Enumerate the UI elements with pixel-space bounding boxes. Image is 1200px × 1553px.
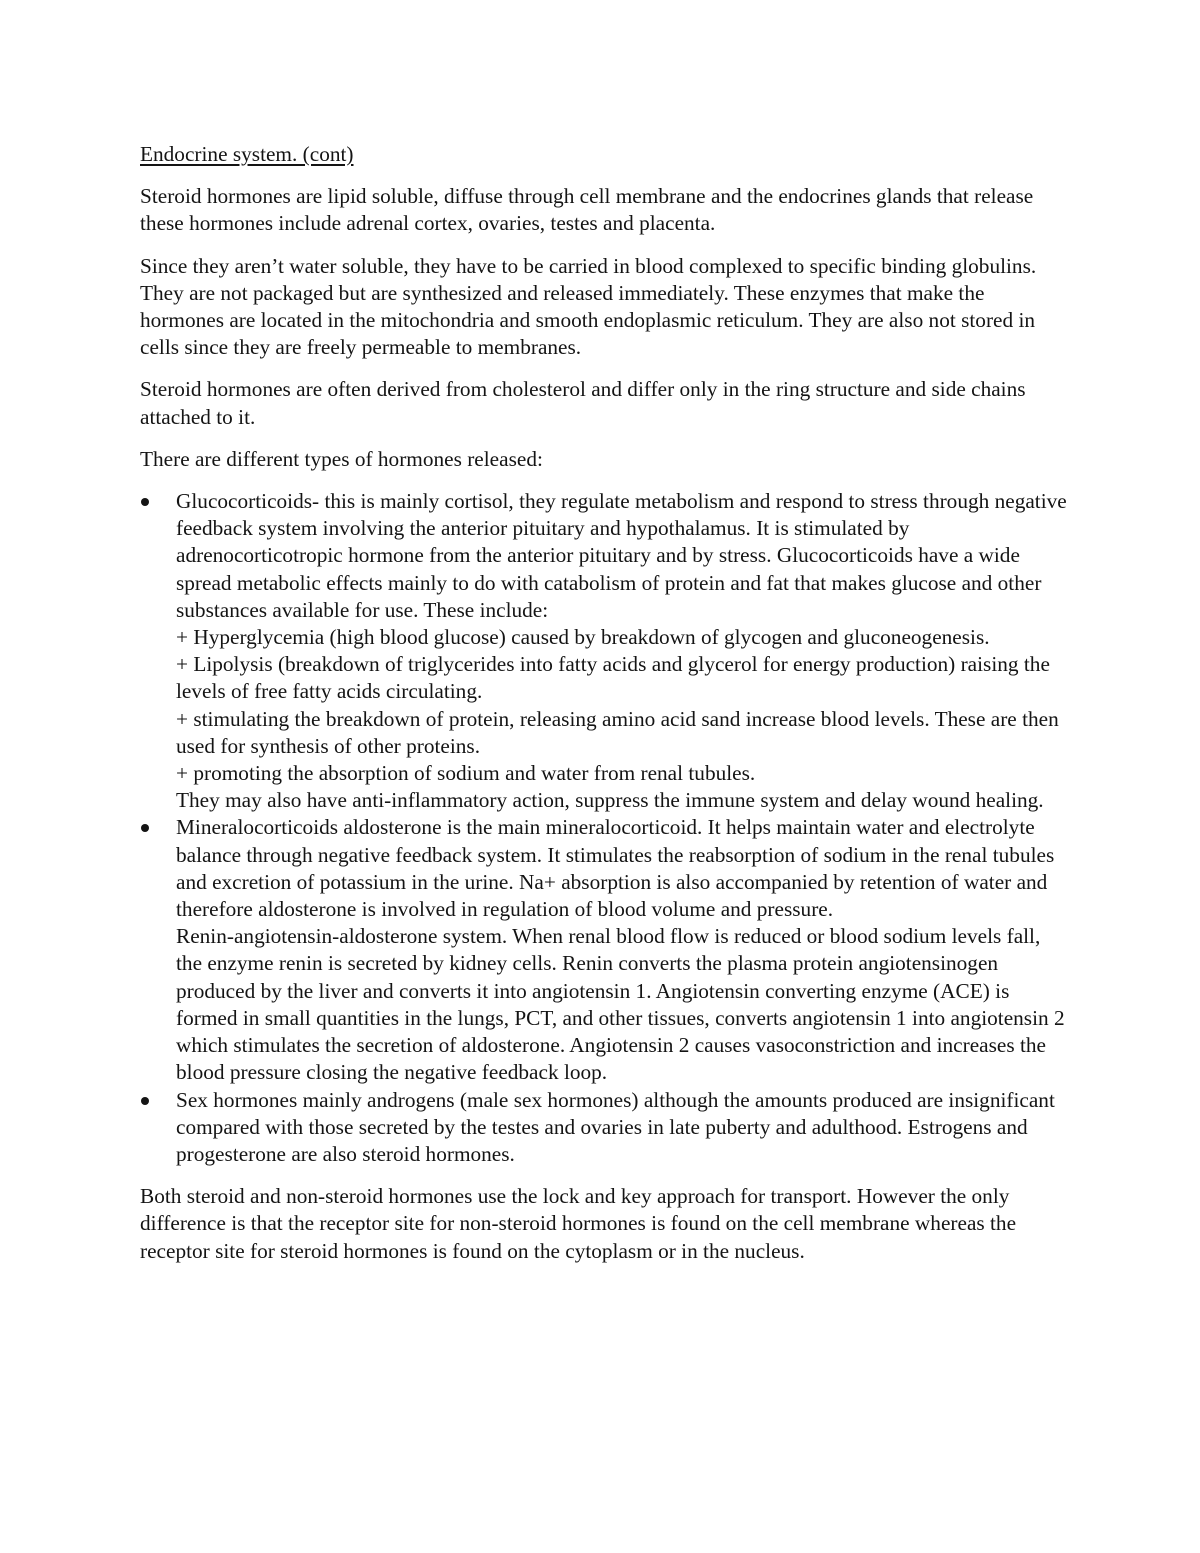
list-item-subline: + Lipolysis (breakdown of triglycerides into fatty acids and glycerol for energy production) raising the levels of free fatty acids circulating. <box>176 652 1050 704</box>
document-title: Endocrine system. (cont) <box>140 142 354 166</box>
list-item-text: Glucocorticoids- this is mainly cortisol, they regulate metabolism and respond to stress through negative feedback system involving the anterior pituitary and hypothalamus. It is stimulated by adrenocorticotropic hormone from the anterior pituitary and by stress. Glucocorticoids have a wide spread metabolic effects mainly to do with catabolism of protein and fat that makes glucose and other substances available for use. These include: <box>176 489 1067 622</box>
paragraph-hormone-types: There are different types of hormones released: <box>140 446 543 471</box>
list-item-text: Sex hormones mainly androgens (male sex hormones) although the amounts produced are insignificant compared with those secreted by the testes and ovaries in late puberty and adulthood. Estrogens and progesterone are also steroid hormones. <box>176 1087 1055 1166</box>
document-page <box>140 141 1070 1280</box>
paragraph-steroid-intro: Steroid hormones are lipid soluble, diffuse through cell membrane and the endocrines glands that release these hormones include adrenal cortex, ovaries, testes and placenta. <box>140 184 1034 236</box>
bullet-icon <box>141 498 149 506</box>
list-item-sex-hormones <box>140 1087 1070 1169</box>
list-item-subline: + stimulating the breakdown of protein, releasing amino acid sand increase blood levels. These are then used for synthesis of other proteins. <box>176 706 1059 758</box>
list-item-subline: + Hyperglycemia (high blood glucose) caused by breakdown of glycogen and gluconeogenesis. <box>176 625 990 650</box>
list-item-subline: + promoting the absorption of sodium and water from renal tubules. <box>176 761 756 786</box>
list-item-subline: They may also have anti-inflammatory action, suppress the immune system and delay wound healing. <box>176 788 1044 813</box>
bullet-icon <box>141 1097 149 1105</box>
paragraph-water-solubility: Since they aren’t water soluble, they have to be carried in blood complexed to specific binding globulins. They are not packaged but are synthesized and released immediately. These enzymes that make the hormones are located in the mitochondria and smooth endoplasmic reticulum. They are also not stored in cells since they are freely permeable to membranes. <box>140 253 1037 360</box>
list-item-mineralocorticoids <box>140 814 1070 1086</box>
bullet-icon <box>141 824 149 832</box>
paragraph-closing: Both steroid and non-steroid hormones use the lock and key approach for transport. However the only difference is that the receptor site for non-steroid hormones is found on the cell membrane whereas the receptor site for steroid hormones is found on the cytoplasm or in the nucleus. <box>140 1184 1017 1263</box>
list-item-glucocorticoids <box>140 488 1070 814</box>
paragraph-cholesterol: Steroid hormones are often derived from cholesterol and differ only in the ring structure and side chains attached to it. <box>140 377 1026 429</box>
hormone-types-list <box>140 488 1070 1168</box>
list-item-subline: Renin-angiotensin-aldosterone system. When renal blood flow is reduced or blood sodium levels fall, the enzyme renin is secreted by kidney cells. Renin converts the plasma protein angiotensinogen produced by the liver and converts it into angiotensin 1. Angiotensin converting enzyme (ACE) is formed in small quantities in the lungs, PCT, and other tissues, converts angiotensin 1 into angiotensin 2 which stimulates the secretion of aldosterone. Angiotensin 2 causes vasoconstriction and increases the blood pressure closing the negative feedback loop. <box>176 924 1065 1085</box>
list-item-text: Mineralocorticoids aldosterone is the main mineralocorticoid. It helps maintain water and electrolyte balance through negative feedback system. It stimulates the reabsorption of sodium in the renal tubules and excretion of potassium in the urine. Na+ absorption is also accompanied by retention of water and therefore aldosterone is involved in regulation of blood volume and pressure. <box>176 815 1055 922</box>
